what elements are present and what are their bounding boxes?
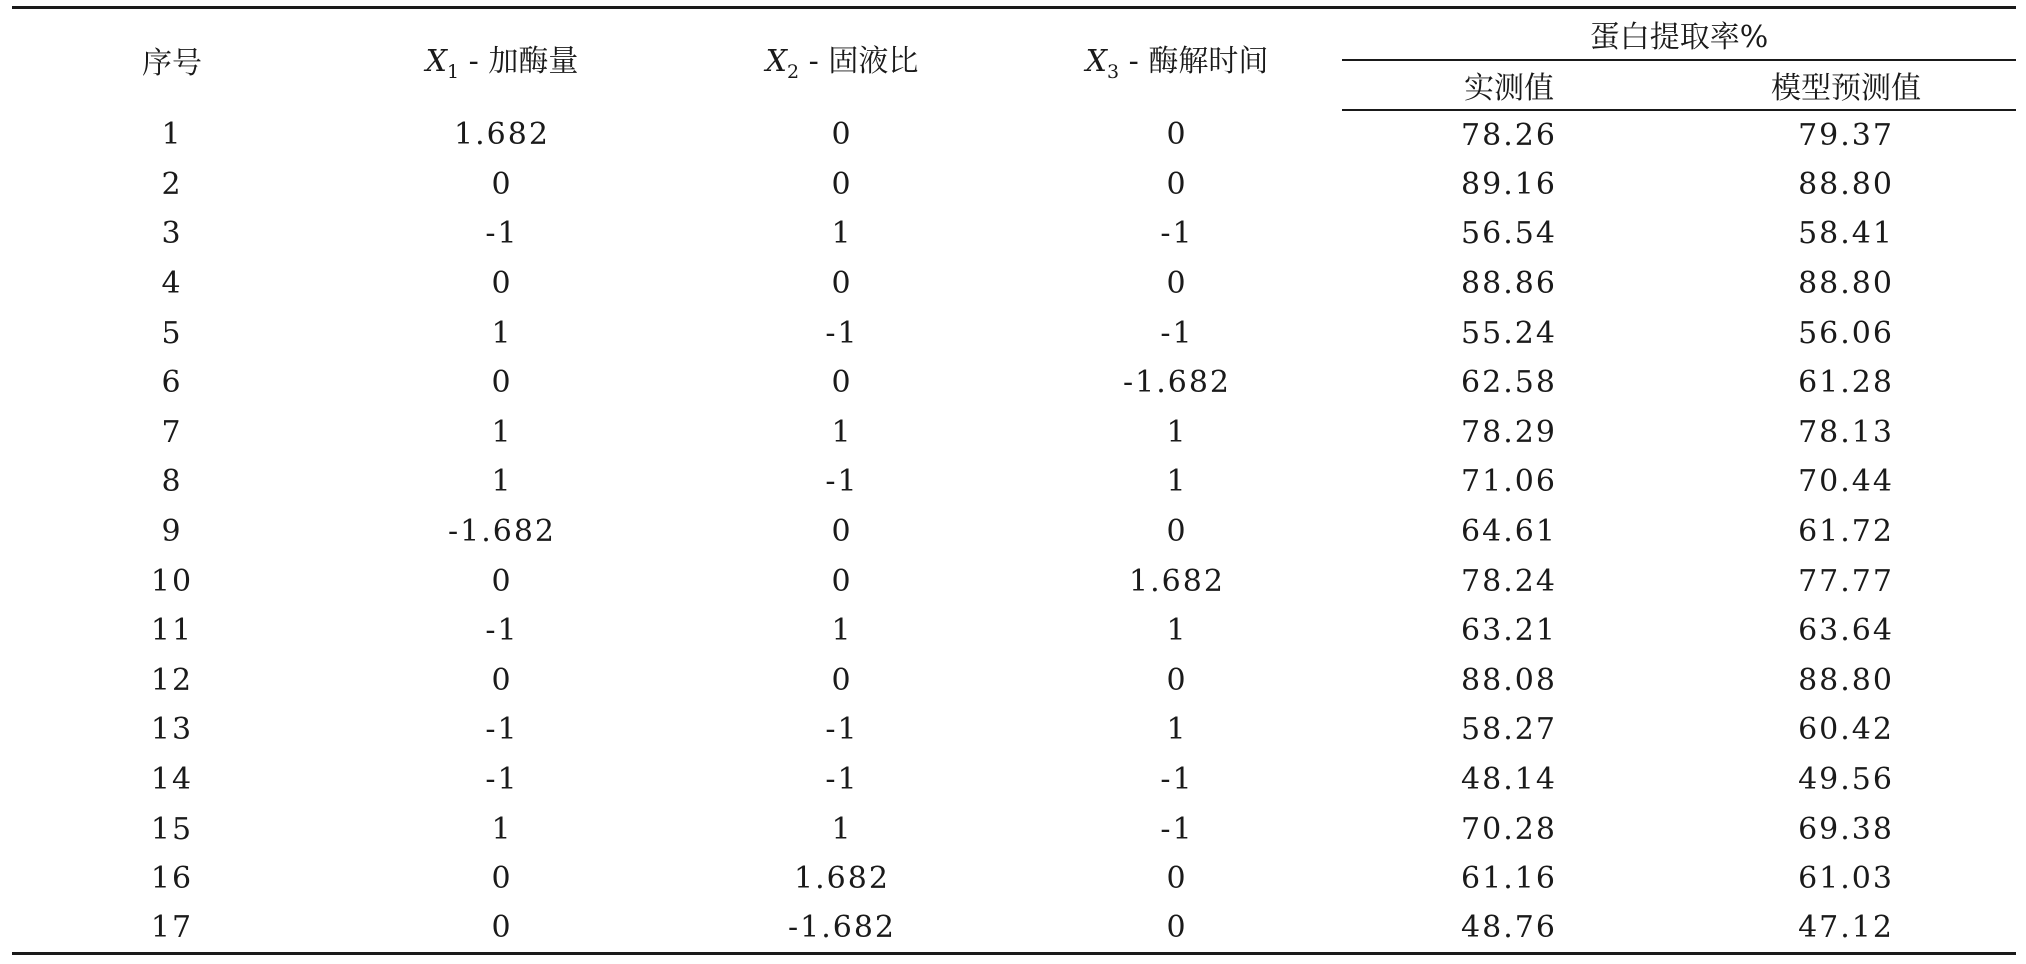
cell-seq: 3 <box>161 216 183 252</box>
table-row <box>12 259 2016 309</box>
cell-x1: 1 <box>491 414 513 450</box>
cell-x1: 0 <box>491 266 513 302</box>
header-row-main <box>12 8 2016 61</box>
table-body <box>12 110 2016 953</box>
cell-predicted: 70.44 <box>1798 464 1894 500</box>
cell-measured: 70.28 <box>1461 811 1557 847</box>
cell-x1: 1.682 <box>454 117 550 153</box>
cell-predicted: 78.13 <box>1798 414 1894 450</box>
cell-x1: 0 <box>491 563 513 599</box>
cell-predicted: 47.12 <box>1676 904 2016 954</box>
header-x1-label: - 加酶量 <box>459 44 579 79</box>
cell-measured: 71.06 <box>1461 464 1557 500</box>
cell-x1: 0 <box>491 861 513 897</box>
cell-x2: 0 <box>831 166 853 202</box>
cell-x3: -1 <box>1160 762 1194 798</box>
cell-x2: 1 <box>831 216 853 252</box>
cell-x1: 1 <box>491 464 513 500</box>
table-row <box>12 705 2016 755</box>
header-x2-sub: 2 <box>787 61 800 83</box>
table-row <box>12 209 2016 259</box>
cell-predicted: 63.64 <box>1798 613 1894 649</box>
cell-measured: 48.76 <box>1342 904 1676 954</box>
cell-x2: -1 <box>825 762 859 798</box>
cell-seq: 8 <box>161 464 183 500</box>
cell-x3: 1 <box>1166 414 1188 450</box>
cell-x1: -1.682 <box>447 514 557 550</box>
cell-measured: 89.16 <box>1461 166 1557 202</box>
cell-x3: -1 <box>1160 216 1194 252</box>
cell-seq: 9 <box>161 514 183 550</box>
cell-x2: 1 <box>831 811 853 847</box>
cell-x3: 0 <box>1166 861 1188 897</box>
header-protein-extraction-rate: 蛋白提取率% <box>1342 8 2016 61</box>
cell-x1: 1 <box>491 315 513 351</box>
cell-seq: 2 <box>161 166 183 202</box>
cell-measured: 78.29 <box>1461 414 1557 450</box>
cell-predicted: 60.42 <box>1798 712 1894 748</box>
cell-seq: 1 <box>161 117 183 153</box>
cell-x3: 0 <box>1166 514 1188 550</box>
cell-x1: 0 <box>491 662 513 698</box>
cell-predicted: 88.80 <box>1798 266 1894 302</box>
cell-x1: 1 <box>491 811 513 847</box>
cell-x2: 0 <box>831 662 853 698</box>
cell-x3: -1 <box>1160 315 1194 351</box>
cell-measured: 63.21 <box>1461 613 1557 649</box>
cell-x3: 0 <box>1012 904 1342 954</box>
cell-predicted: 77.77 <box>1798 563 1894 599</box>
cell-seq: 17 <box>12 904 332 954</box>
header-x3 <box>1012 8 1342 111</box>
cell-x3: 1 <box>1166 613 1188 649</box>
cell-x2: 0 <box>831 117 853 153</box>
cell-x2: 0 <box>831 563 853 599</box>
cell-predicted: 61.03 <box>1798 861 1894 897</box>
cell-seq: 7 <box>161 414 183 450</box>
header-x3-label: - 酶解时间 <box>1119 44 1269 79</box>
cell-measured: 78.24 <box>1461 563 1557 599</box>
cell-measured: 64.61 <box>1461 514 1557 550</box>
cell-x2: 0 <box>831 266 853 302</box>
cell-x2: 0 <box>831 514 853 550</box>
cell-predicted: 58.41 <box>1798 216 1894 252</box>
header-seq: 序号 <box>12 8 332 111</box>
table-row <box>12 507 2016 557</box>
cell-x2: -1 <box>825 464 859 500</box>
header-x2-label: - 固液比 <box>799 44 919 79</box>
cell-x2: -1.682 <box>672 904 1012 954</box>
cell-x1: -1 <box>485 613 519 649</box>
cell-measured: 88.08 <box>1461 662 1557 698</box>
cell-predicted: 49.56 <box>1798 762 1894 798</box>
cell-x1: -1 <box>485 712 519 748</box>
cell-measured: 62.58 <box>1461 365 1557 401</box>
cell-x1: 0 <box>332 904 672 954</box>
table-row <box>12 854 2016 904</box>
header-x2 <box>672 8 1012 111</box>
cell-predicted: 61.72 <box>1798 514 1894 550</box>
table-row <box>12 358 2016 408</box>
cell-measured: 55.24 <box>1461 315 1557 351</box>
cell-seq: 6 <box>161 365 183 401</box>
table-row <box>12 804 2016 854</box>
cell-seq: 10 <box>150 563 194 599</box>
cell-measured: 58.27 <box>1461 712 1557 748</box>
header-x2-var: X <box>765 44 788 79</box>
cell-x3: -1.682 <box>1122 365 1232 401</box>
cell-seq: 11 <box>150 613 194 649</box>
cell-x2: 1 <box>831 414 853 450</box>
cell-predicted: 69.38 <box>1798 811 1894 847</box>
cell-measured: 78.26 <box>1461 117 1557 153</box>
cell-seq: 5 <box>161 315 183 351</box>
table-row <box>12 904 2016 954</box>
table-row <box>12 408 2016 458</box>
header-x1-var: X <box>425 44 448 79</box>
table-row <box>12 656 2016 706</box>
header-x3-sub: 3 <box>1107 61 1120 83</box>
cell-x1: 0 <box>491 365 513 401</box>
cell-predicted: 88.80 <box>1798 166 1894 202</box>
cell-x3: 0 <box>1166 662 1188 698</box>
cell-predicted: 88.80 <box>1798 662 1894 698</box>
cell-x3: 0 <box>1166 117 1188 153</box>
cell-seq: 12 <box>150 662 194 698</box>
cell-x3: 1.682 <box>1129 563 1225 599</box>
cell-x3: 0 <box>1166 266 1188 302</box>
header-measured: 实测值 <box>1342 60 1676 110</box>
cell-x2: 1 <box>831 613 853 649</box>
cell-measured: 88.86 <box>1461 266 1557 302</box>
table-row <box>12 308 2016 358</box>
table-row <box>12 755 2016 805</box>
cell-predicted: 79.37 <box>1798 117 1894 153</box>
cell-predicted: 61.28 <box>1798 365 1894 401</box>
cell-measured: 61.16 <box>1461 861 1557 897</box>
table-row <box>12 606 2016 656</box>
cell-seq: 14 <box>150 762 194 798</box>
cell-seq: 15 <box>150 811 194 847</box>
header-predicted: 模型预测值 <box>1676 60 2016 110</box>
cell-x1: 0 <box>491 166 513 202</box>
cell-x1: -1 <box>485 216 519 252</box>
experiment-results-table <box>12 6 2016 955</box>
header-x3-var: X <box>1085 44 1108 79</box>
cell-seq: 4 <box>161 266 183 302</box>
cell-predicted: 56.06 <box>1798 315 1894 351</box>
cell-x3: -1 <box>1160 811 1194 847</box>
cell-x3: 1 <box>1166 464 1188 500</box>
cell-x3: 0 <box>1166 166 1188 202</box>
table-row <box>12 457 2016 507</box>
cell-x3: 1 <box>1166 712 1188 748</box>
cell-seq: 13 <box>150 712 194 748</box>
cell-x2: -1 <box>825 712 859 748</box>
cell-measured: 56.54 <box>1461 216 1557 252</box>
table-row <box>12 556 2016 606</box>
cell-x2: 1.682 <box>794 861 890 897</box>
cell-x2: -1 <box>825 315 859 351</box>
cell-measured: 48.14 <box>1461 762 1557 798</box>
header-x1 <box>332 8 672 111</box>
table-row <box>12 110 2016 160</box>
table-row <box>12 160 2016 210</box>
cell-seq: 16 <box>150 861 194 897</box>
header-x1-sub: 1 <box>447 61 460 83</box>
cell-x2: 0 <box>831 365 853 401</box>
cell-x1: -1 <box>485 762 519 798</box>
